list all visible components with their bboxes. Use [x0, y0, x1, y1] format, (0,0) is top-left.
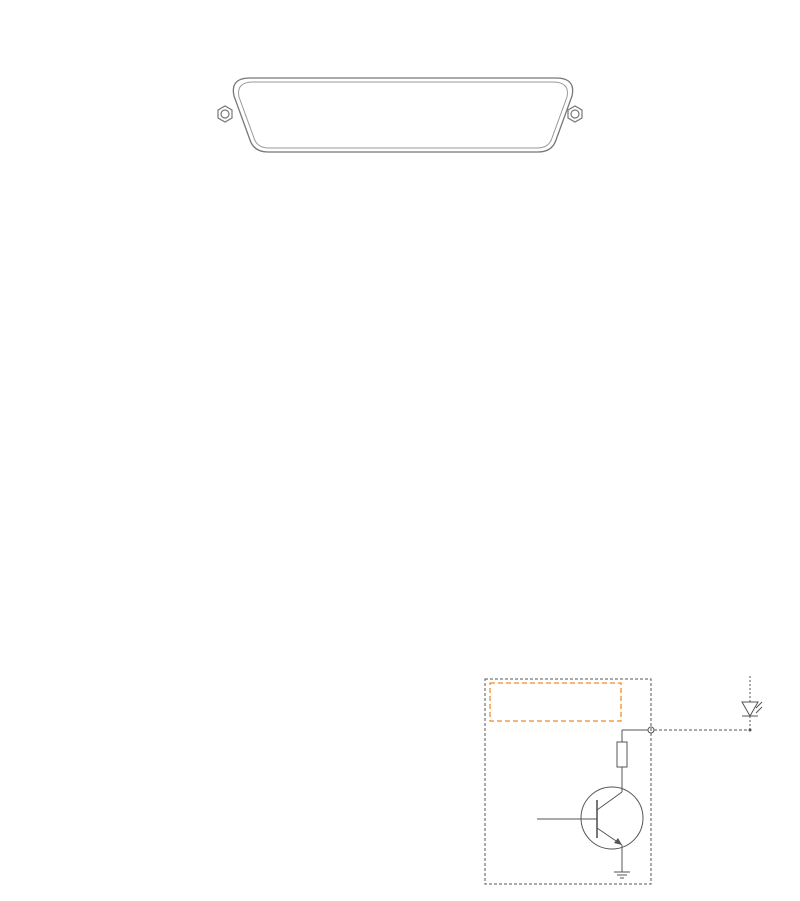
led-icon [742, 702, 762, 716]
npn-transistor-icon [537, 787, 643, 872]
db25-connector-diagram [210, 70, 600, 160]
label-box [490, 683, 621, 721]
resistor-icon [617, 742, 627, 767]
ground-icon [614, 872, 630, 878]
mount-hex-left-icon [218, 106, 232, 122]
mount-hex-right-icon [568, 106, 582, 122]
circuit-diagram [470, 650, 770, 900]
